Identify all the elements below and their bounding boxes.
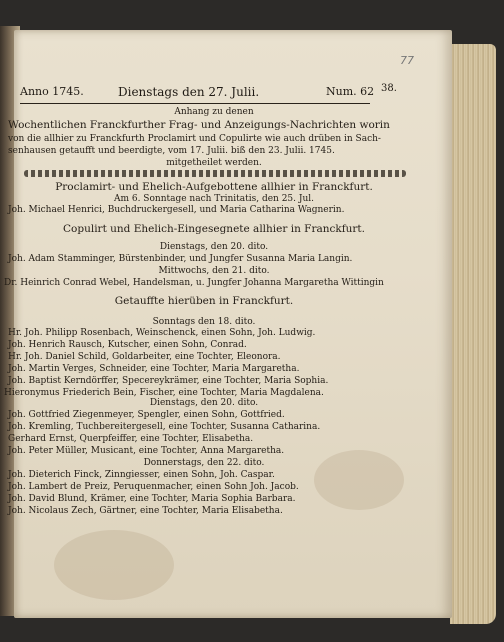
header-page-mark: 38. [381, 83, 397, 94]
entry-baptized: Hr. Joh. Philipp Rosenbach, Weinschenck, einen Sohn, Joh. Ludwig. [8, 328, 316, 338]
entry-baptized: Joh. Nicolaus Zech, Gärtner, eine Tochter, Maria Elisabetha. [8, 506, 283, 516]
title-line-3: von die allhier zu Franckfurth Proclamirt und Copulirte wie auch drüben in Sach- [8, 134, 381, 144]
entry-baptized: Joh. Peter Müller, Musicant, eine Tochter, Anna Margaretha. [8, 446, 285, 456]
section-heading-married: Copulirt und Ehelich-Eingesegnete allhier in Franckfurt. [63, 223, 365, 235]
entry-baptized: Hr. Joh. Daniel Schild, Goldarbeiter, eine Tochter, Eleonora. [8, 352, 281, 362]
header-rule [20, 103, 370, 104]
entry-baptized: Joh. David Blund, Krämer, eine Tochter, Maria Sophia Barbara. [8, 494, 296, 504]
title-line-4: senhausen getaufft und beerdigte, vom 17. Julii. biß den 23. Julii. 1745. [8, 146, 335, 156]
entry-baptized: Hieronymus Friederich Bein, Fischer, eine Tochter, Maria Magdalena. [4, 388, 324, 398]
entry-baptized: Joh. Lambert de Preiz, Peruquenmacher, einen Sohn Joh. Jacob. [8, 482, 299, 492]
pencil-annotation: 77 [400, 54, 414, 67]
header-year: Anno 1745. [20, 85, 84, 98]
paper-stain [54, 530, 174, 600]
baptized-tuesday-date: Dienstags, den 20. dito. [149, 398, 259, 408]
baptized-sunday-date: Sonntags den 18. dito. [152, 317, 256, 327]
married-date-1: Dienstags, den 20. dito. [159, 242, 269, 252]
entry-proclaimed-1: Joh. Michael Henrici, Buchdruckergesell, und Maria Catharina Wagnerin. [8, 205, 345, 215]
entry-baptized: Gerhard Ernst, Querpfeiffer, eine Tochter, Elisabetha. [8, 434, 254, 444]
section-heading-baptized: Getauffte hierüben in Franckfurt. [114, 295, 294, 307]
entry-baptized: Joh. Kremling, Tuchbereitergesell, eine Tochter, Susanna Catharina. [8, 422, 321, 432]
married-date-2: Mittwochs, den 21. dito. [158, 266, 270, 276]
header-number: Num. 62 [326, 85, 375, 98]
ornamental-divider [24, 170, 406, 177]
document-page [4, 30, 452, 618]
entry-baptized: Joh. Dieterich Finck, Zinngiesser, einen Sohn, Joh. Caspar. [8, 470, 275, 480]
section-heading-proclaimed: Proclamirt- und Ehelich-Aufgebottene allhier in Franckfurt. [55, 181, 373, 193]
header-date: Dienstags den 27. Julii. [118, 85, 260, 99]
entry-baptized: Joh. Baptist Kerndörffer, Specereykrämer, eine Tochter, Maria Sophia. [8, 376, 329, 386]
title-line-2: Wochentlichen Franckfurther Frag- und Anzeigungs-Nachrichten worin [8, 119, 390, 131]
title-line-1: Anhang zu denen [174, 107, 254, 117]
section-date-proclaimed: Am 6. Sonntage nach Trinitatis, den 25. Jul. [113, 194, 315, 204]
title-line-5: mitgetheilet werden. [166, 158, 262, 168]
entry-baptized: Joh. Martin Verges, Schneider, eine Tochter, Maria Margaretha. [8, 364, 300, 374]
entry-married-2: Dr. Heinrich Conrad Webel, Handelsman, u. Jungfer Johanna Margaretha Wittingin [4, 278, 384, 288]
baptized-thursday-date: Donnerstags, den 22. dito. [143, 458, 265, 468]
entry-baptized: Joh. Gottfried Ziegenmeyer, Spengler, einen Sohn, Gottfried. [8, 410, 285, 420]
entry-baptized: Joh. Henrich Rausch, Kutscher, einen Sohn, Conrad. [8, 340, 247, 350]
book-fore-edge [450, 44, 496, 624]
entry-married-1: Joh. Adam Stamminger, Bürstenbinder, und Jungfer Susanna Maria Langin. [8, 254, 353, 264]
